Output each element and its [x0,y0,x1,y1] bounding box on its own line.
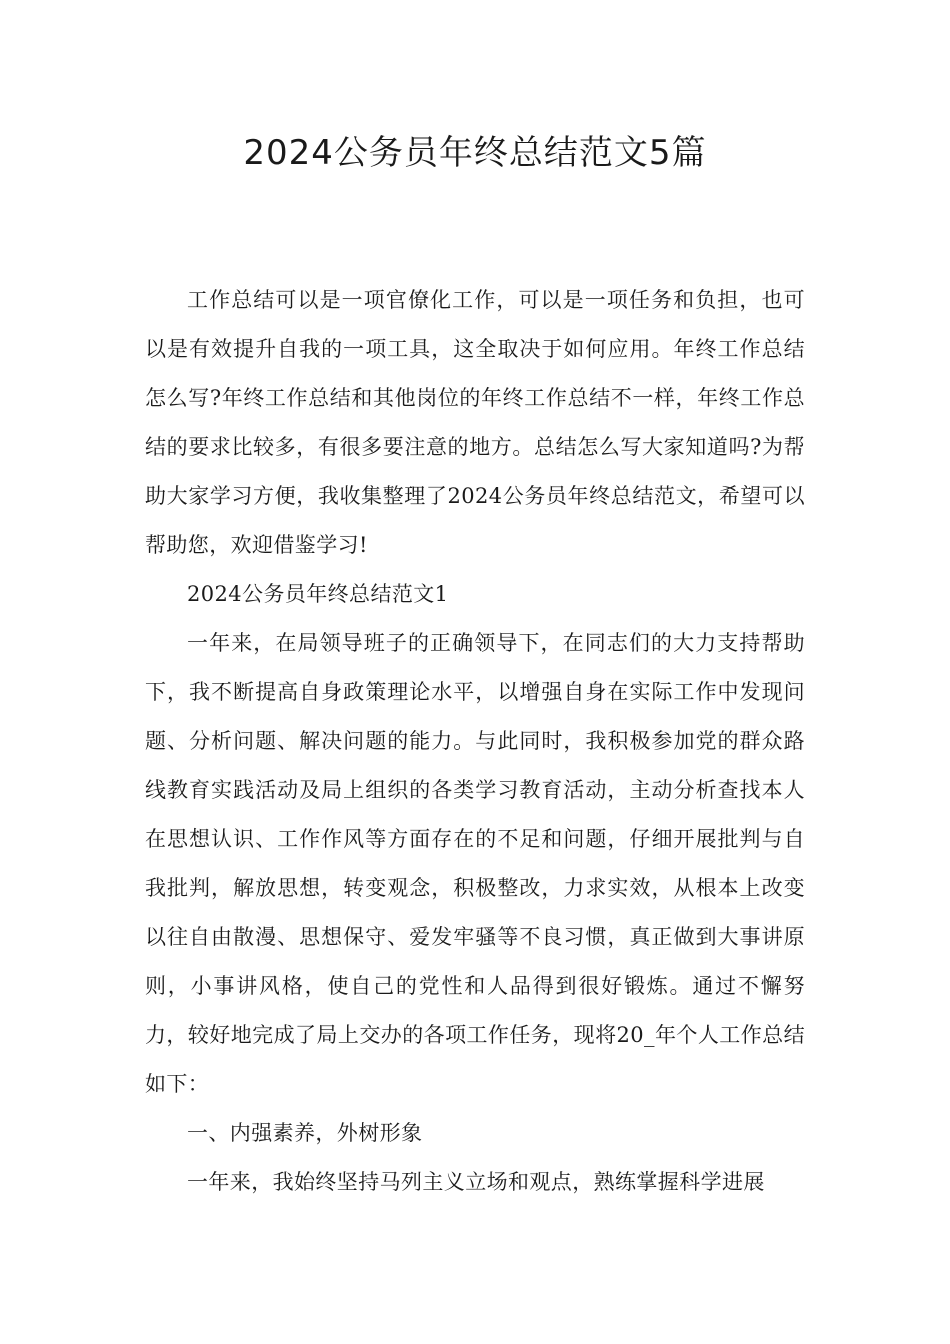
section-heading-sample-1: 2024公务员年终总结范文1 [187,582,449,606]
sample-1-paragraph: 一年来，在局领导班子的正确领导下，在同志们的大力支持帮助下，我不断提高自身政策理论水平，以增强自身在实际工作中发现问题、分析问题、解决问题的能力。与此同时，我积极参加党的群众路线教育实践活动及局上组织的各类学习教育活动，主动分析查找本人在思想认识、工作作风等方面存在的不足和问题，仔细开展批判与自我批判，解放思想，转变观念，积极整改，力求实效，从根本上改变以往自由散漫、思想保守、爱发牢骚等不良习惯，真正做到大事讲原则，小事讲风格，使自己的党性和人品得到很好锻炼。通过不懈努力，较好地完成了局上交办的各项工作任务，现将20_年个人工作总结如下： [145,631,805,1096]
subheading-1: 一、内强素养，外树形象 [187,1121,423,1145]
document-title: 2024公务员年终总结范文5篇 [243,133,707,173]
intro-paragraph: 工作总结可以是一项官僚化工作，可以是一项任务和负担，也可以是有效提升自我的一项工具，这全取决于如何应用。年终工作总结怎么写?年终工作总结和其他岗位的年终工作总结不一样，年终工作总结的要求比较多，有很多要注意的地方。总结怎么写大家知道吗?为帮助大家学习方便，我收集整理了2024公务员年终总结范文，希望可以帮助您，欢迎借鉴学习! [145,288,805,557]
subheading-1-paragraph: 一年来，我始终坚持马列主义立场和观点，熟练掌握科学进展 [187,1170,765,1194]
document-body [145,276,805,1207]
